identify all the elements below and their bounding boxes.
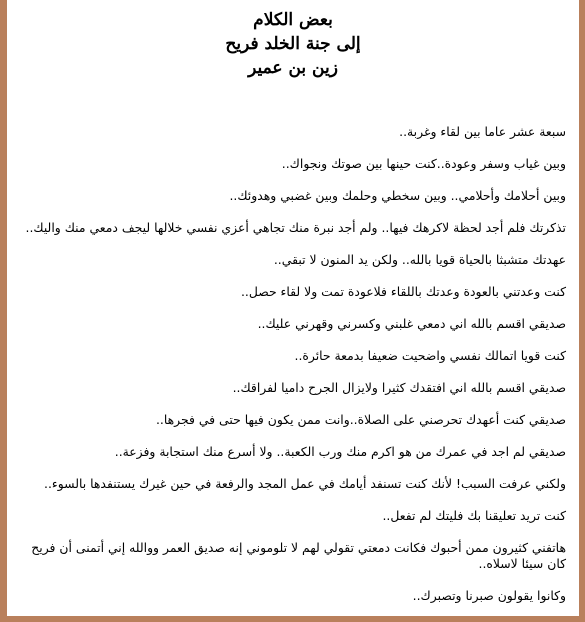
paragraph: ولكني عرفت السبب! لأنك كنت تسنفد أيامك في عمل المجد والرفعة في حين غيرك يستنفدها بالسوء.. xyxy=(44,476,566,491)
header-line-1: بعض الكلام xyxy=(253,10,333,30)
paragraph: صديقي كنت أعهدك تحرصني على الصلاة..وانت ممن يكون فيها حتى في فجرها.. xyxy=(155,412,566,427)
header-line-3: زين بن عمير xyxy=(248,58,338,78)
paragraph: كنت تريد تعليقنا بك فليتك لم تفعل.. xyxy=(382,508,566,523)
paragraph: هاتفني كثيرون ممن أحبوك فكانت دمعتي تقولي لهم لا تلوموني إنه صديق العمر ووالله إني أتمنى أن فريح كان سيئا لاسلاه.. xyxy=(31,540,566,571)
paragraph: صديقي اقسم بالله اني دمعي غلبني وكسرني وقهرني عليك.. xyxy=(257,316,566,331)
paragraph: كنت وعدتني بالعودة وعدتك باللقاء فلاعودة تمت ولا لقاء حصل.. xyxy=(240,284,566,299)
header-line-2: إلى جنة الخلد فريح xyxy=(225,34,361,54)
document-body xyxy=(24,124,566,616)
paragraph: وبين أحلامك وأحلامي.. وبين سخطي وحلمك وبين غضبي وهدوئك.. xyxy=(229,188,566,203)
paragraph: صديقي لم اجد في عمرك من هو اكرم منك ورب الكعبة.. ولا أسرع منك استجابة وفزعة.. xyxy=(114,444,566,459)
document-page xyxy=(7,0,579,616)
paragraph: وكانوا يقولون صبرنا وتصبرك.. xyxy=(412,588,566,603)
paragraph: سبعة عشر عاما بين لقاء وغربة.. xyxy=(399,124,566,139)
document-header xyxy=(7,8,579,80)
paragraph: وبين غياب وسفر وعودة..كنت حينها بين صوتك ونجواك.. xyxy=(281,156,566,171)
paragraph: صديقي اقسم بالله اني افتقدك كثيرا ولايزال الجرح داميا لفراقك.. xyxy=(232,380,566,395)
paragraph: عهدتك متشبثا بالحياة قويا بالله.. ولكن يد المنون لا تبقي.. xyxy=(273,252,566,267)
paragraph: تذكرتك فلم أجد لحظة لاكرهك فيها.. ولم أجد نبرة منك تجاهي أعزي نفسي خلالها ليجف دمعي منك واليك.. xyxy=(25,220,566,235)
paragraph: كنت قويا اتمالك نفسي واضحيت ضعيفا بدمعة حائرة.. xyxy=(294,348,566,363)
